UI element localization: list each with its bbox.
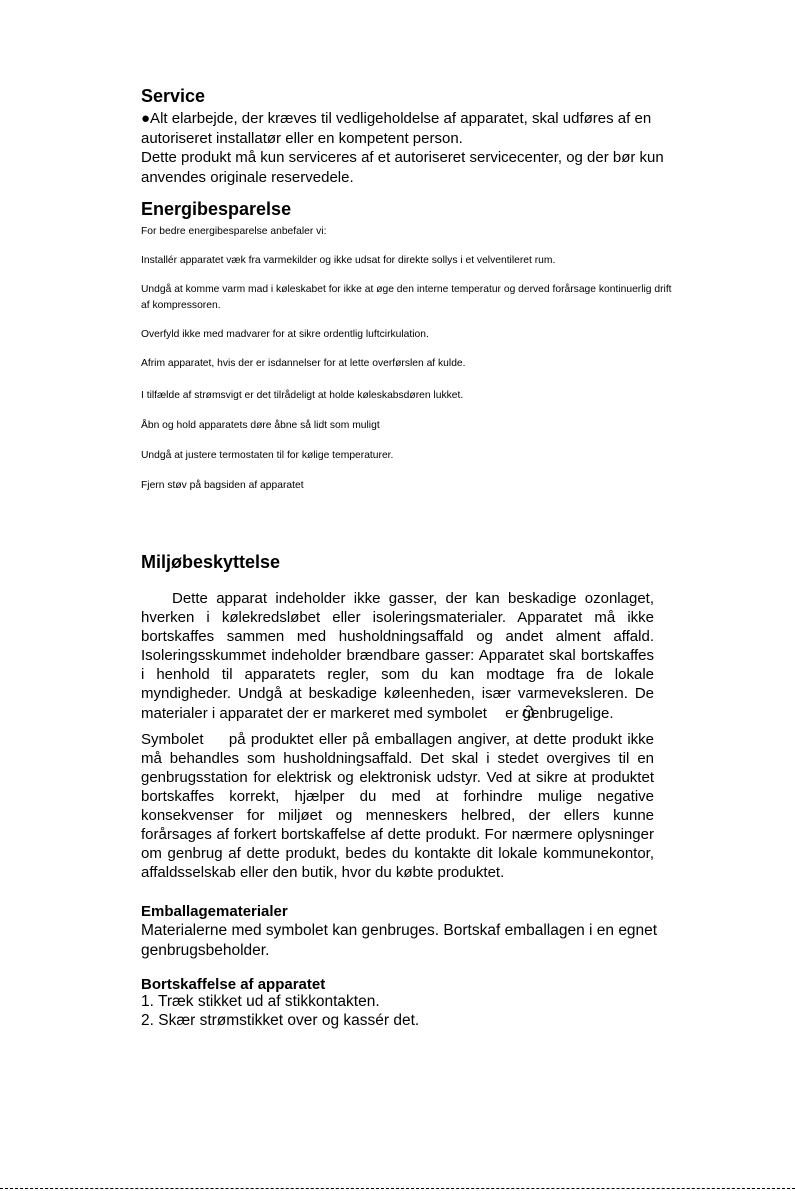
page-bottom-border xyxy=(0,1188,795,1189)
energy-tip: Åbn og hold apparatets døre åbne så lidt som muligt xyxy=(141,420,380,431)
service-paragraph-1: ●Alt elarbejde, der kræves til vedligeholdelse af apparatet, skal udføres af en autoriseret installatør eller en kompetent person. xyxy=(141,110,652,147)
energy-tip: Afrim apparatet, hvis der er isdannelser for at lette overførslen af kulde. xyxy=(141,358,466,369)
disposal-step: 1. Træk stikket ud af stikkontakten. xyxy=(141,993,380,1010)
energy-tip: Undgå at komme varm mad i køleskabet for ikke at øge den interne temperatur og derved forårsage kontinuerlig drift af kompressoren. xyxy=(141,284,672,311)
service-heading: Service xyxy=(141,86,206,106)
disposal-step: 2. Skær strømstikket over og kassér det. xyxy=(141,1011,420,1029)
disposal-steps xyxy=(141,993,419,1030)
environment-paragraph-2 xyxy=(141,730,654,883)
energy-heading: Energibesparelse xyxy=(141,199,292,219)
environment-section xyxy=(141,589,654,882)
environment-heading: Miljøbeskyttelse xyxy=(141,552,281,572)
energy-tip: I tilfælde af strømsvigt er det tilrådeligt at holde køleskabsdøren lukket. xyxy=(141,390,464,401)
service-section xyxy=(141,109,701,187)
packaging-heading: Emballagematerialer xyxy=(141,903,288,920)
energy-tip: Undgå at justere termostaten til for kølige temperaturer. xyxy=(141,450,394,461)
environment-p1-end: er genbrugelige. xyxy=(505,704,614,722)
environment-paragraph-1 xyxy=(141,589,654,723)
environment-p2-start: Symbolet xyxy=(141,730,204,748)
service-paragraph-2: Dette produkt må kun serviceres af et autoriseret servicecenter, og der bør kun anvendes originale reservedele. xyxy=(141,149,664,186)
energy-tip: Overfyld ikke med madvarer for at sikre ordentlig luftcirkulation. xyxy=(141,329,429,340)
packaging-text: Materialerne med symbolet kan genbruges. Bortskaf emballagen i en egnet genbrugsbeholder. xyxy=(141,922,658,959)
energy-tip: Fjern støv på bagsiden af apparatet xyxy=(141,480,304,491)
environment-p1-text: Dette apparat indeholder ikke gasser, der kan beskadige ozonlaget, hverken i kølekredsløbet eller isoleringsmaterialer. Apparatet må ikke bortskaffes sammen med husholdningsaffald og andet alment affald. Isoleringsskummet indeholder brændbare gasser: Apparatet skal bortskaffes i henhold til apparatets regler, som du kan modtage fra de lokale myndigheder. Undgå at beskadige køleenheden, især varmeveksleren. De materialer i apparatet der er markeret med symbolet xyxy=(141,590,654,722)
energy-tip: Installér apparatet væk fra varmekilder og ikke udsat for direkte sollys i et velventileret rum. xyxy=(141,255,556,266)
energy-intro: For bedre energibesparelse anbefaler vi: xyxy=(141,226,327,237)
disposal-heading: Bortskaffelse af apparatet xyxy=(141,976,326,993)
environment-p2-text: på produktet eller på emballagen angiver, at dette produkt ikke må behandles som husholdningsaffald. Det skal i stedet overgives til en genbrugsstation for elektrisk og elektronisk udstyr. Ved at sikre at produktet bortskaffes korrekt, hjælper du med at forhindre mulige negative konsekvenser for miljøet og menneskers helbred, der ellers kunne forårsages af forkert bortskaffelse af dette produkt. For nærmere oplysninger om genbrug af dette produkt, bedes du kontakte dit lokale kommunekontor, affaldsselskab eller den butik, hvor du købte produktet. xyxy=(141,730,654,882)
recycle-icon xyxy=(491,705,504,719)
